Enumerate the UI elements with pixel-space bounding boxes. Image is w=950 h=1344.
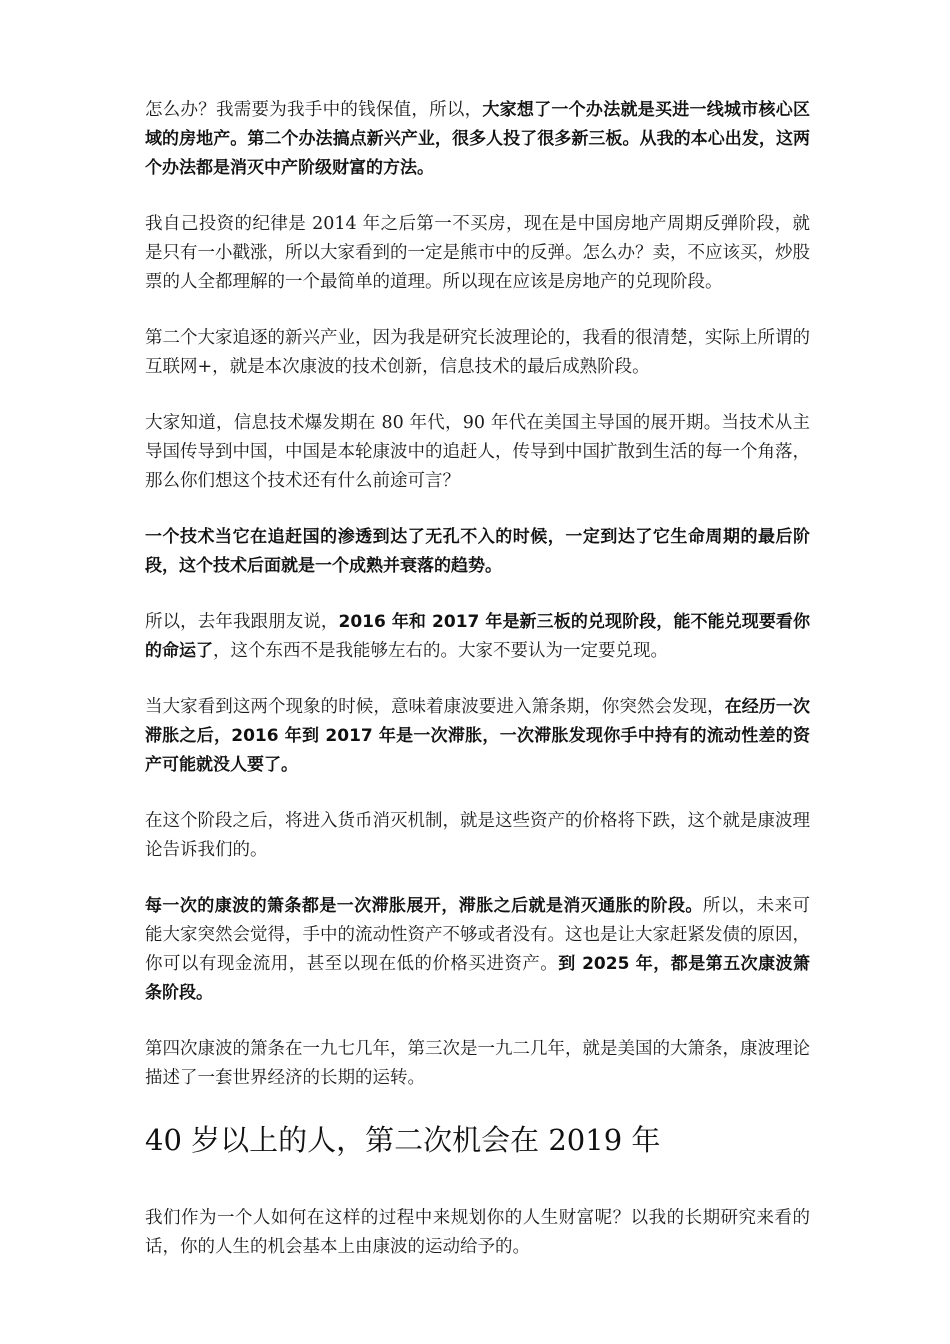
- bold-text: 大家想了一个办法就是买进一线城市核心区域的房地产。第二个办法搞点新兴产业，很多人投了很多新三板。从我的本心出发，这两个办法都是消灭中产阶级财富的方法。: [145, 100, 811, 178]
- bold-text: 在经历一次滞胀之后，2016 年到 2017 年是一次滞胀，一次滞胀发现你手中持有的流动性差的资产可能就没人要了。: [145, 697, 811, 775]
- section-heading: 40 岁以上的人，第二次机会在 2019 年: [145, 1123, 661, 1157]
- paragraph: [145, 693, 810, 780]
- article-paragraphs: [145, 96, 810, 1093]
- paragraph: [145, 96, 810, 183]
- text-segment: 第二个大家追逐的新兴产业，因为我是研究长波理论的，我看的很清楚，实际上所谓的互联网+，就是本次康波的技术创新，信息技术的最后成熟阶段。: [145, 328, 810, 377]
- text-segment: 我自己投资的纪律是 2014 年之后第一不买房，现在是中国房地产周期反弹阶段，就是只有一小戳涨，所以大家看到的一定是熊市中的反弹。怎么办？卖，不应该买，炒股票的人全都理解的一个最简单的道理。所以现在应该是房地产的兑现阶段。: [145, 214, 810, 292]
- paragraph: [145, 807, 810, 865]
- paragraph: [145, 324, 810, 382]
- paragraph: [145, 608, 810, 666]
- text-segment: 当大家看到这两个现象的时候，意味着康波要进入箫条期，你突然会发现，: [145, 697, 725, 717]
- text-segment: 所以，未来可能大家突然会觉得，手中的流动性资产不够或者没有。这也是让大家赶紧发债的原因，你可以有现金流用，甚至以现在低的价格买进资产。: [145, 896, 811, 974]
- paragraph: 我们作为一个人如何在这样的过程中来规划你的人生财富呢？以我的长期研究来看的话，你的人生的机会基本上由康波的运动给予的。: [145, 1208, 810, 1257]
- text-segment: 怎么办？我需要为我手中的钱保值，所以，: [145, 100, 483, 120]
- text-segment: 在这个阶段之后，将进入货币消灭机制，就是这些资产的价格将下跌，这个就是康波理论告诉我们的。: [145, 811, 810, 860]
- bold-text: 2016 年和 2017 年是新三板的兑现阶段，能不能兑现要看你的命运了: [145, 612, 811, 661]
- paragraph: [145, 409, 810, 496]
- text-segment: 所以，去年我跟朋友说，: [145, 612, 339, 632]
- bold-text: 每一次的康波的箫条都是一次滞胀展开，滞胀之后就是消灭通胀的阶段。: [145, 896, 703, 916]
- text-segment: 第四次康波的箫条在一九七几年，第三次是一九二几年，就是美国的大箫条，康波理论描述了一套世界经济的长期的运转。: [145, 1039, 810, 1088]
- bold-text: 一个技术当它在追赶国的渗透到达了无孔不入的时候，一定到达了它生命周期的最后阶段，这个技术后面就是一个成熟并衰落的趋势。: [145, 527, 810, 576]
- paragraph: [145, 210, 810, 297]
- text-segment: ，这个东西不是我能够左右的。大家不要认为一定要兑现。: [213, 641, 668, 661]
- document-body: [145, 96, 810, 1289]
- paragraph: [145, 892, 810, 1008]
- text-segment: 大家知道，信息技术爆发期在 80 年代，90 年代在美国主导国的展开期。当技术从主导国传导到中国，中国是本轮康波中的追赶人，传导到中国扩散到生活的每一个角落，那么你们想这个技术还有什么前途可言？: [145, 413, 810, 491]
- paragraph: [145, 1035, 810, 1093]
- bold-text: 到 2025 年，都是第五次康波箫条阶段。: [145, 954, 811, 1003]
- paragraph: [145, 523, 810, 581]
